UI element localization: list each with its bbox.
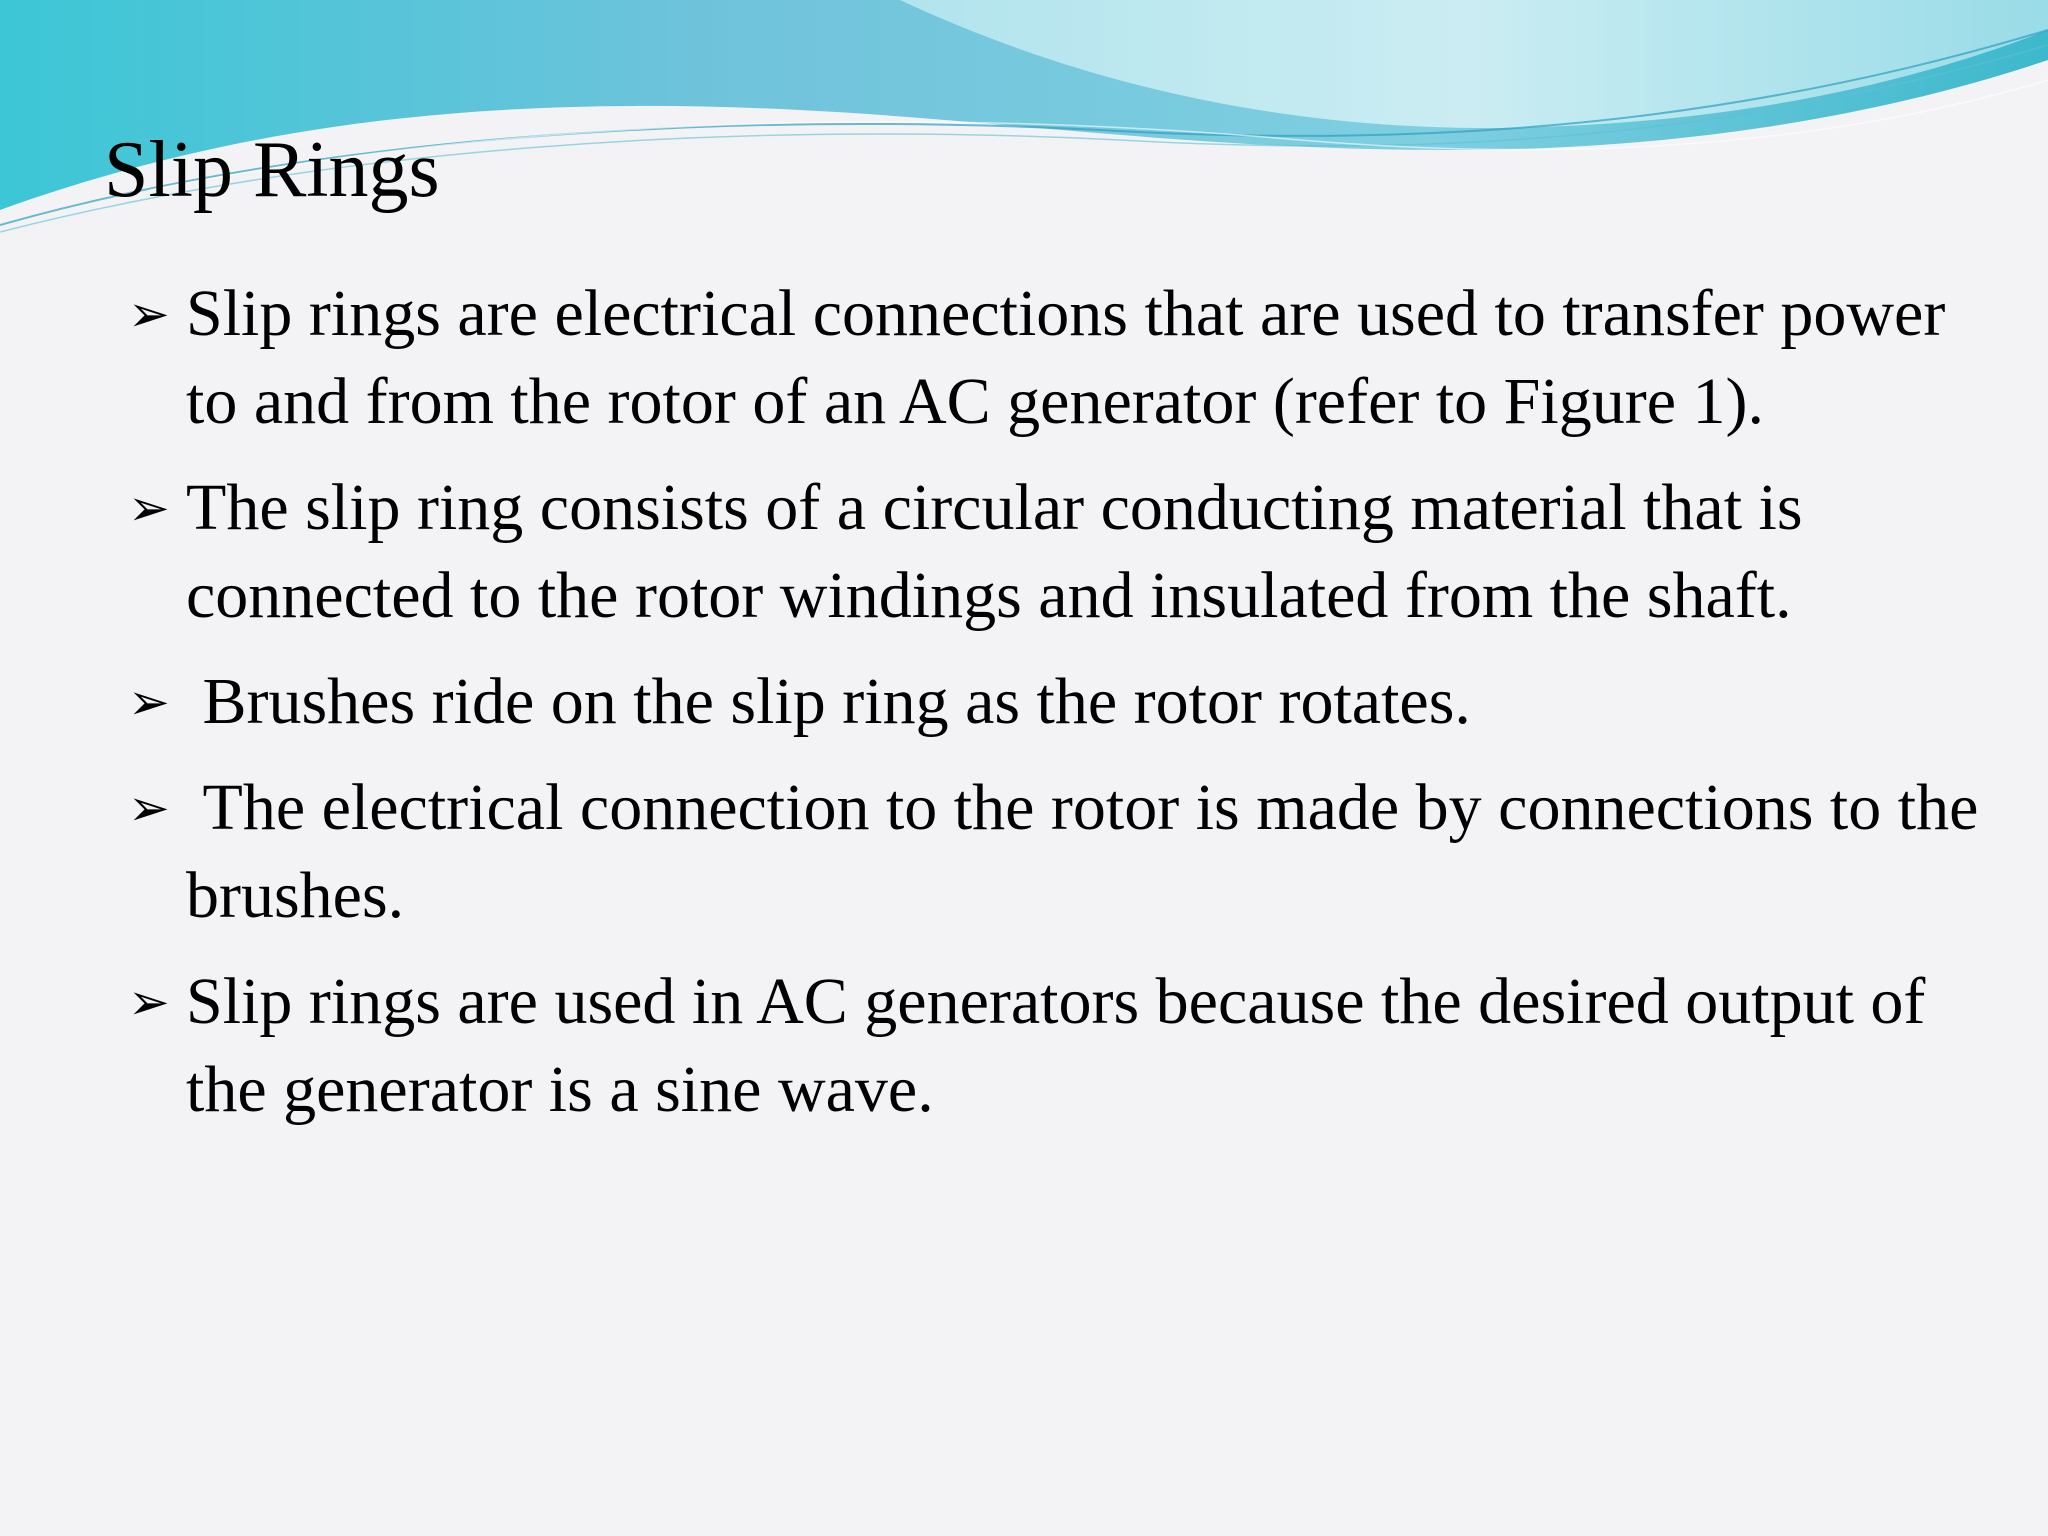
bullet-item [128, 270, 2008, 446]
arrow-bullet-icon: ➢ [128, 479, 170, 537]
bullet-item [128, 658, 2008, 746]
bullet-text: The slip ring consists of a circular conducting material that is connected to the rotor windings and insulated from the shaft. [186, 471, 1803, 632]
bullet-list [128, 270, 2008, 1152]
bullet-text: Slip rings are used in AC generators because the desired output of the generator is a sine wave. [186, 965, 1926, 1126]
bullet-item [128, 464, 2008, 640]
arrow-bullet-icon: ➢ [128, 285, 170, 343]
arrow-bullet-icon: ➢ [128, 673, 170, 731]
bullet-item [128, 764, 2008, 940]
arrow-bullet-icon: ➢ [128, 973, 170, 1031]
slide-title: Slip Rings [104, 126, 440, 214]
bullet-item [128, 958, 2008, 1134]
bullet-text: The electrical connection to the rotor is made by connections to the brushes. [186, 771, 1995, 932]
bullet-text: Slip rings are electrical connections that are used to transfer power to and from the rotor of an AC generator (refer to Figure 1). [186, 277, 1946, 438]
arrow-bullet-icon: ➢ [128, 779, 170, 837]
bullet-text: Brushes ride on the slip ring as the rotor rotates. [186, 665, 1471, 738]
